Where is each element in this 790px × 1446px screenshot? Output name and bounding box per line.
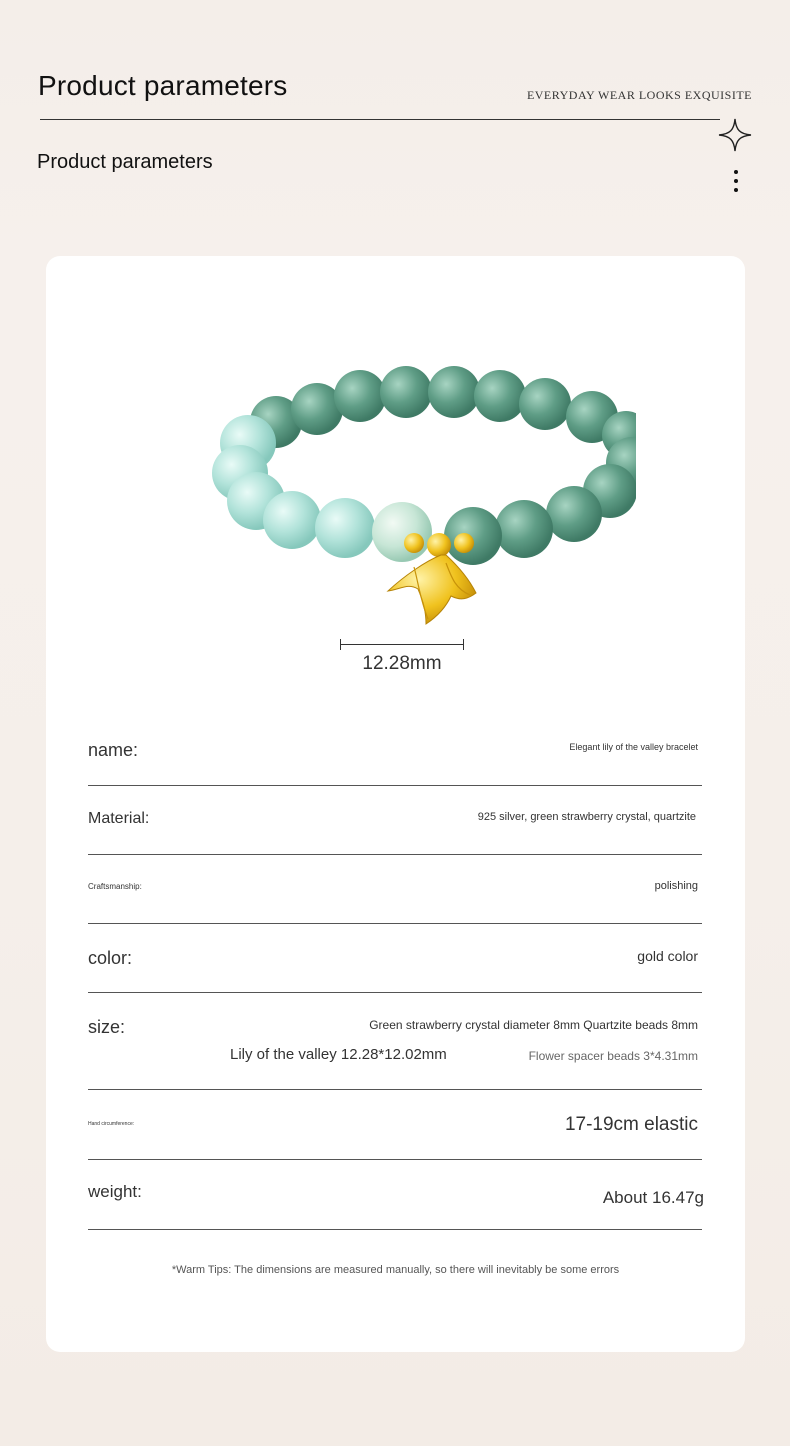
parameters-card [46,256,745,1352]
param-value-weight: About 16.47g [602,1188,704,1207]
warm-tips: *Warm Tips: The dimensions are measured manually, so there will inevitably be some errors [171,1264,620,1276]
measurement-label: 12.28mm [362,653,442,674]
param-row-size [88,1003,702,1090]
param-label-hand-circumference: Hand circumference: [88,1121,135,1127]
param-value-size-line1: Green strawberry crystal diameter 8mm Quartzite beads 8mm [369,1018,698,1032]
param-label-weight: weight: [88,1182,142,1201]
param-value-name: Elegant lily of the valley bracelet [569,742,698,752]
more-dots-icon [733,170,739,194]
param-row-material [88,796,702,855]
header-divider [40,119,720,120]
param-label-material: Material: [88,810,150,827]
sparkle-icon [718,118,752,152]
page-title: Product parameters [38,70,288,101]
page-tagline: EVERYDAY WEAR LOOKS EXQUISITE [526,88,752,102]
param-row-name [88,726,702,786]
param-value-color: gold color [637,948,698,964]
bracelet-photo [156,351,636,651]
param-row-craftsmanship [88,865,702,924]
param-value-hand-circumference: 17-19cm elastic [564,1114,698,1135]
section-subtitle: Product parameters [37,151,213,173]
param-value-size-lily: Lily of the valley 12.28*12.02mm [230,1046,447,1063]
param-label-name: name: [88,740,139,760]
param-row-color [88,934,702,993]
param-value-craftsmanship: polishing [654,880,698,892]
param-label-size: size: [88,1017,126,1037]
param-label-color: color: [88,948,133,968]
param-label-craftsmanship: Craftsmanship: [88,882,142,891]
measurement-line [340,638,464,652]
param-row-weight [88,1170,702,1230]
param-value-material: 925 silver, green strawberry crystal, quartzite [477,811,696,823]
param-row-hand-circumference [88,1100,702,1160]
param-value-size-spacer: Flower spacer beads 3*4.31mm [528,1049,698,1063]
